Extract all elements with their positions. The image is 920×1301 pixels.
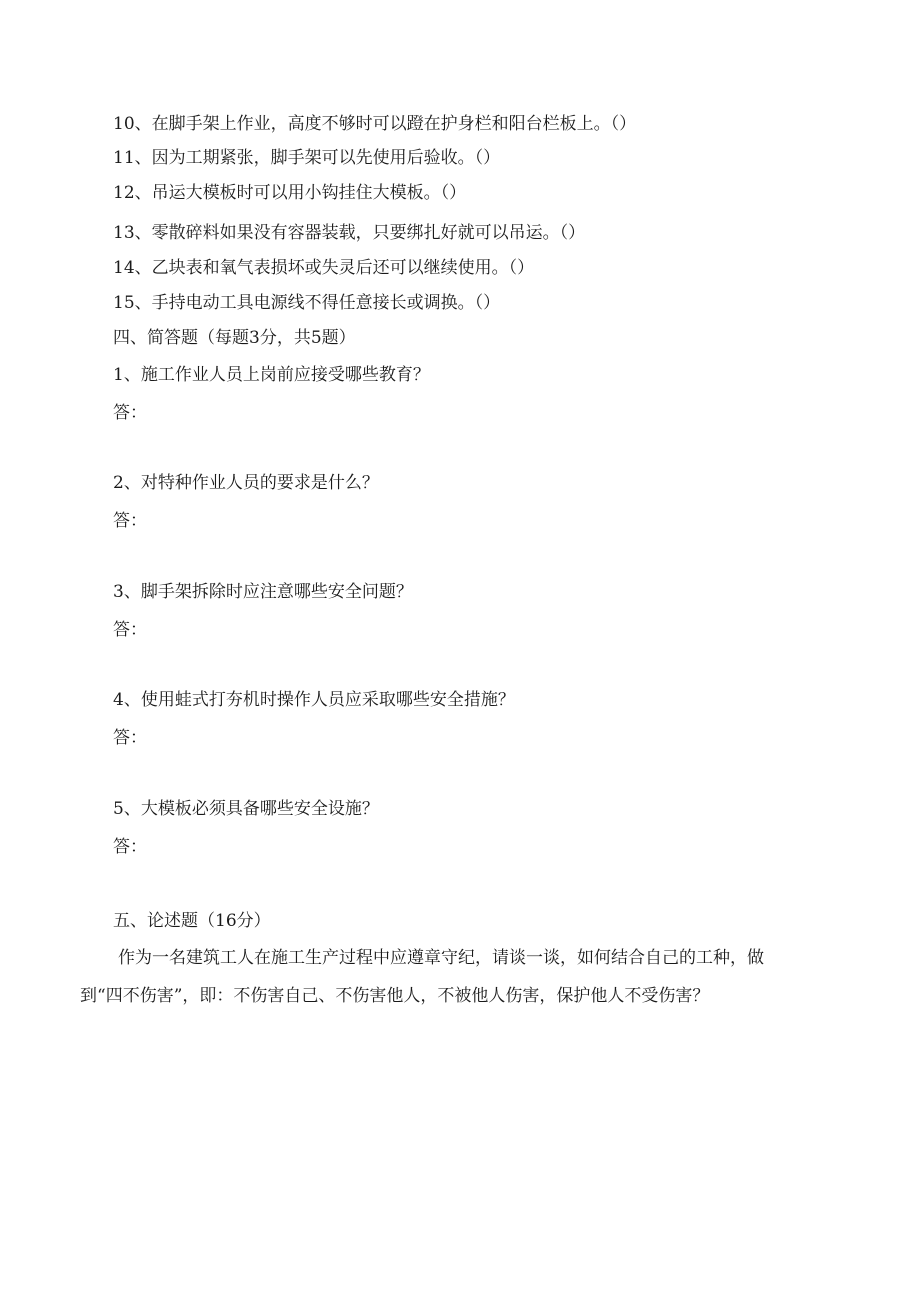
essay-prompt xyxy=(80,947,825,1007)
answer-label-4: 答： xyxy=(113,728,147,748)
short-answer-question-2: 2、对特种作业人员的要求是什么？ xyxy=(113,473,379,493)
short-answer-question-4: 4、使用蛙式打夯机时操作人员应采取哪些安全措施？ xyxy=(113,690,515,710)
true-false-item-14: 14、乙块表和氧气表损坏或失灵后还可以继续使用。（） xyxy=(113,258,535,278)
true-false-item-13: 13、零散碎料如果没有容器装载，只要绑扎好就可以吊运。（） xyxy=(113,223,586,243)
section-5-heading: 五、论述题（16分） xyxy=(113,911,271,931)
answer-label-5: 答： xyxy=(113,837,147,857)
short-answer-question-3: 3、脚手架拆除时应注意哪些安全问题？ xyxy=(113,582,413,602)
answer-label-3: 答： xyxy=(113,620,147,640)
true-false-item-12: 12、吊运大模板时可以用小钩挂住大模板。（） xyxy=(113,183,467,203)
true-false-item-10: 10、在脚手架上作业，高度不够时可以蹬在护身栏和阳台栏板上。（） xyxy=(113,114,637,134)
short-answer-question-5: 5、大模板必须具备哪些安全设施？ xyxy=(113,799,379,819)
section-4-heading: 四、简答题（每题3分，共5题） xyxy=(113,328,356,348)
true-false-item-11: 11、因为工期紧张，脚手架可以先使用后验收。（） xyxy=(113,148,501,168)
answer-label-2: 答： xyxy=(113,511,147,531)
essay-prompt-line-1: 作为一名建筑工人在施工生产过程中应遵章守纪，请谈一谈，如何结合自己的工种，做 xyxy=(118,948,764,968)
answer-label-1: 答： xyxy=(113,403,147,423)
true-false-item-15: 15、手持电动工具电源线不得任意接长或调换。（） xyxy=(113,293,501,313)
short-answer-question-1: 1、施工作业人员上岗前应接受哪些教育？ xyxy=(113,365,430,385)
essay-prompt-line-2: 到“四不伤害”，即：不伤害自己、不伤害他人，不被他人伤害，保护他人不受伤害？ xyxy=(80,986,710,1006)
